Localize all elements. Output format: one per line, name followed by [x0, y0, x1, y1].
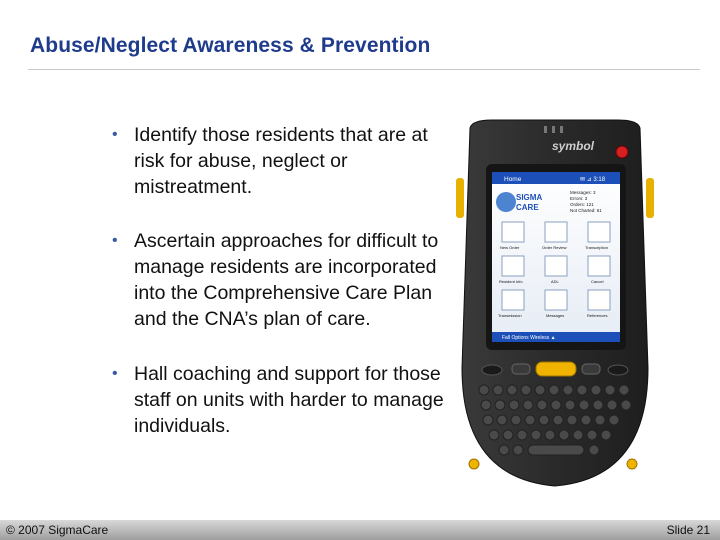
tile-transmission-icon[interactable]	[502, 290, 524, 310]
bullet-item	[112, 228, 452, 332]
tile-label: Resident Info	[499, 279, 523, 284]
bullet-text: Ascertain approaches for difficult to manage residents are incorporated into the Comprehensive Care Plan and the CNA’s plan of care.	[134, 230, 439, 330]
logo-line1: SIGMA	[516, 193, 543, 202]
app-tile-grid	[498, 222, 610, 318]
left-side-button	[456, 178, 464, 218]
tile-label: Messages	[546, 313, 565, 318]
brand-logo: symbol	[552, 139, 595, 153]
copyright-text: © 2007 SigmaCare	[6, 523, 109, 537]
logo-line2: CARE	[516, 203, 539, 212]
tile-label: New Order	[500, 245, 520, 250]
tile-resident-info-icon[interactable]	[502, 256, 524, 276]
screen-menu-bar: Fall Options Wireless ▲	[502, 335, 556, 341]
bullet-text: Identify those residents that are at risk for abuse, neglect or mistreatment.	[134, 124, 428, 198]
title-divider	[28, 69, 700, 70]
bullet-dot-icon: •	[112, 126, 118, 143]
message-line: Orders: 121	[570, 202, 594, 207]
tile-cancel-icon[interactable]	[588, 256, 610, 276]
handheld-device-image	[452, 118, 658, 488]
action-key	[536, 362, 576, 376]
bullet-item	[112, 361, 452, 439]
bullet-dot-icon: •	[112, 232, 118, 249]
status-bar-icons: ✉ ⊿ 3:18	[580, 177, 606, 183]
bullet-item	[112, 122, 452, 200]
tile-adl-icon[interactable]	[545, 256, 567, 276]
bullet-dot-icon: •	[112, 365, 118, 382]
tile-transcription-icon[interactable]	[588, 222, 610, 242]
bullet-list	[112, 122, 452, 467]
tile-new-order-icon[interactable]	[502, 222, 524, 242]
slide-title: Abuse/Neglect Awareness & Prevention	[30, 34, 431, 57]
tile-label: Transcription	[585, 245, 608, 250]
tile-order-review-icon[interactable]	[545, 222, 567, 242]
tile-label: Order Review	[542, 245, 567, 250]
tile-label: ADL	[551, 279, 559, 284]
bullet-text: Hall coaching and support for those staff on units with harder to manage individuals.	[134, 363, 444, 437]
function-key	[469, 459, 479, 469]
tile-label: References	[587, 313, 608, 318]
function-key	[627, 459, 637, 469]
tile-label: Cancel	[591, 279, 604, 284]
sigmacare-logo-icon	[496, 192, 516, 212]
status-bar-title: Home	[504, 176, 522, 183]
message-line: Not Charted: 61	[570, 208, 602, 213]
right-side-button	[646, 178, 654, 218]
power-button-icon	[616, 146, 628, 158]
tile-references-icon[interactable]	[588, 290, 610, 310]
slide-footer	[0, 520, 720, 540]
message-line: Messages: 3	[570, 190, 596, 195]
slide-number: Slide 21	[666, 523, 710, 537]
tile-label: Transmission	[498, 313, 522, 318]
tile-messages-icon[interactable]	[545, 290, 567, 310]
message-line: Errors: 3	[570, 196, 588, 201]
